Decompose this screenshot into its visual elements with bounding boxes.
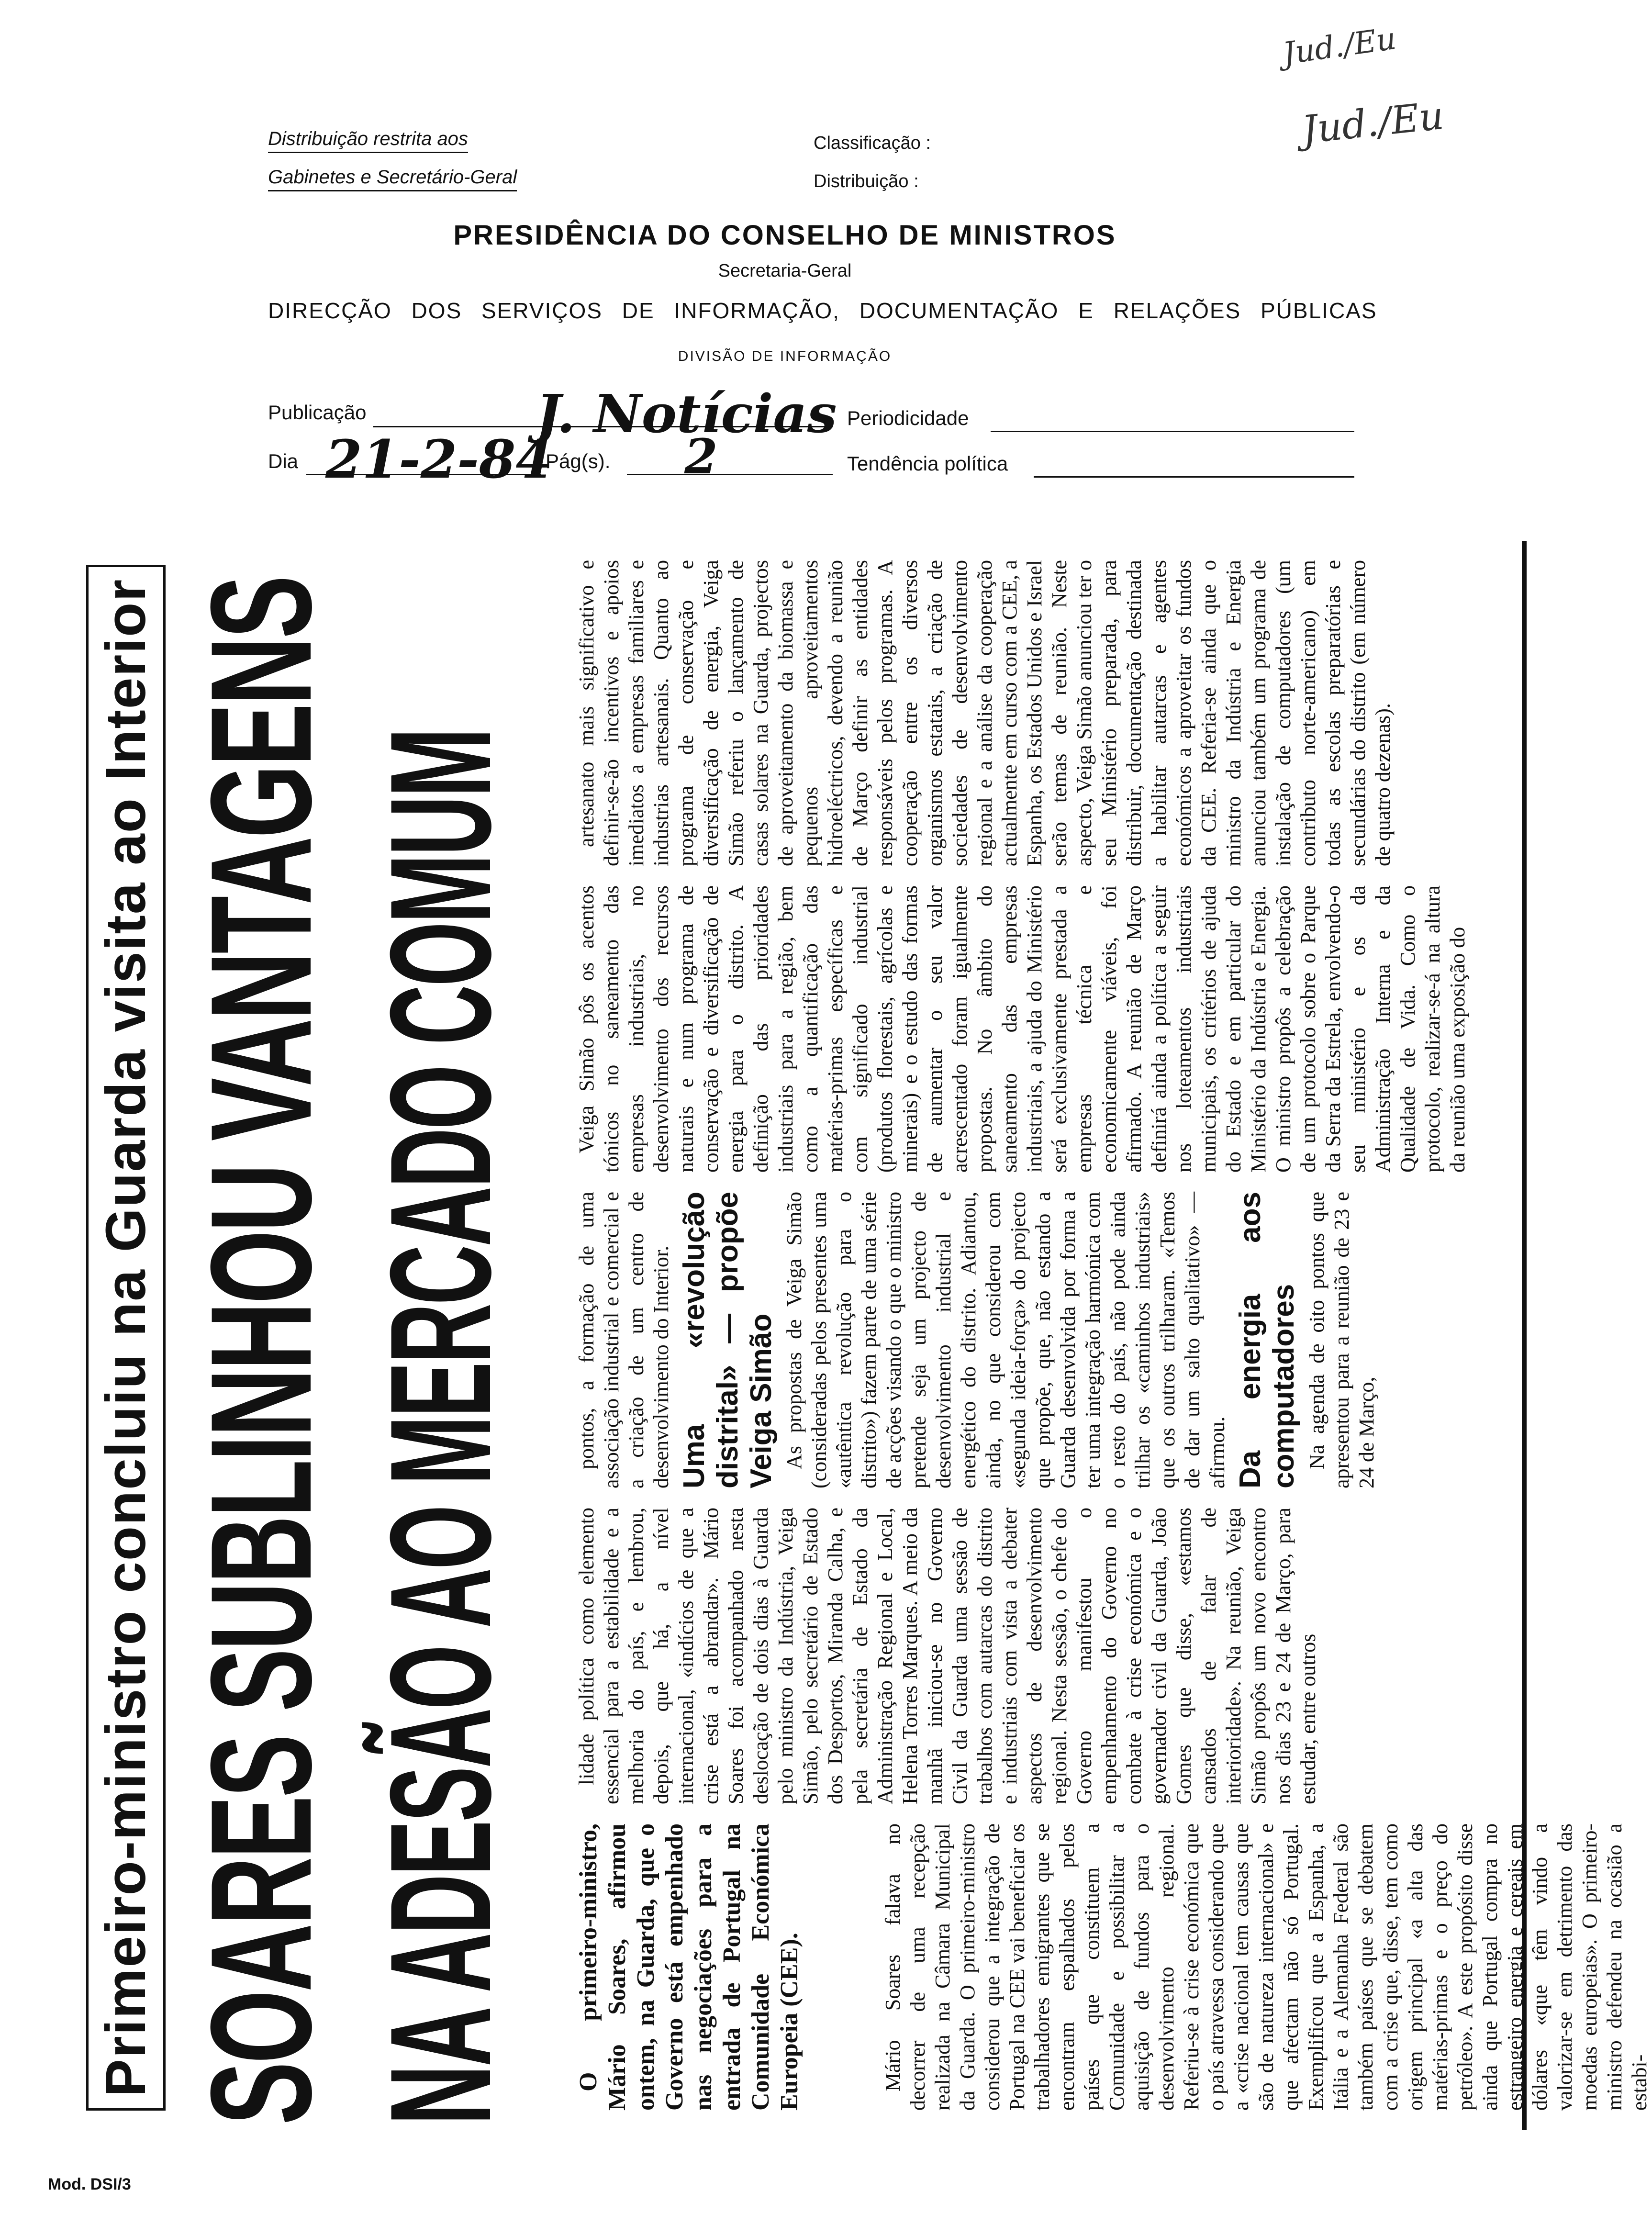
article-kicker: Primeiro-ministro concluiu na Guarda visita ao Interior (86, 565, 166, 2111)
subhead-revolucao: Uma «revolução distrital» — propõe Veiga Simão (678, 1192, 778, 1488)
division-title: DIVISÃO DE INFORMAÇÃO (678, 348, 892, 364)
column-2-text: lidade política como elemento essencial para a estabilidade e a melhoria do país, e lembrou, depois, que há, a nível internacional, «indícios de que a crise está a abrandar». Mário Soares foi acompanhado nesta deslocação de dois dias à Guarda pelo ministro da Indústria, Veiga Simão, pelo secretário de Estado dos Desportos, Miranda Calha, e pela secretária de Estado da Administração Regional e Local, Helena Torres Marques. A meio da manhã iniciou-se no Governo Civil da Guarda uma sessão de trabalhos com autarcas do distrito e industriais com vista a debater aspectos de desenvolvimento regional. Nesta sessão, o chefe do Governo manifestou o empenhamento do Governo no combate à crise económica e o governador civil da Guarda, João Gomes que disse, «estamos cansados de falar de interioridade». Na reunião, Veiga Simão propôs um novo encontro nos dias 23 e 24 de Março, para estudar, entre outros (575, 1508, 1320, 1804)
distribution-label: Distribuição : (814, 171, 919, 191)
column-5-text: artesanato mais significativo e definir-se-ão incentivos e apoios imediatos a empresas familiares e industrias artesanais. Quanto ao programa de conservação e diversificação de energia, Veiga Simão referiu o lançamento de casas solares na Guarda, projectos de aproveitamento da biomassa e pequenos aproveitamentos hidroeléctricos, devendo a reunião de Março definir as entidades responsáveis pelos programas. A cooperação entre os diversos organismos estatais, a criação de sociedades de desenvolvimento regional e a análise da cooperação actualmente em curso com a CEE, a Espanha, os Estados Unidos e Israel serão temas de reunião. Neste aspecto, Veiga Simão anunciou ter o seu Ministério preparada, para distribuir, documentação destinada a habilitar autarcas e agentes económicos a aproveitar os fundos da CEE. Referia-se ainda que o ministro da Indústria e Energia anunciou também um programa de instalação de computadores (um contributo norte-americano) em todas as escolas preparatórias e secundárias do distrito (em número de quatro dezenas). (575, 560, 1395, 866)
restricted-distribution-line2: Gabinetes e Secretário-Geral (268, 167, 517, 191)
publication-label: Publicação (268, 401, 367, 424)
restricted-distribution-line1: Distribuição restrita aos (268, 128, 468, 153)
column-3-text-c: Na agenda de oito pontos que apresentou para a reunião de 23 e 24 de Março, (1305, 1192, 1378, 1488)
tendency-label: Tendência política (847, 452, 1008, 475)
secretariat-title: Secretaria-Geral (718, 261, 852, 281)
article-column-5 (574, 560, 1503, 866)
periodicity-line (991, 431, 1354, 432)
handwritten-note-top: Jud./Eu (1281, 21, 1398, 72)
article-headline-2: NA ADESÃO AO MERCADO COMUM (360, 729, 521, 2125)
article-column-1 (881, 1823, 1651, 2111)
article-column-2 (574, 1508, 1503, 1804)
column-3-text-b: As propostas de Veiga Simão (consideradas pelos presentes uma «autêntica revolução para o distrito») fazem parte de uma série de acções visando o que o ministro pretende seja um projecto de desenvolvimento industrial e energético do distrito. Adiantou, ainda, no que considerou com «segunda ideia-força» do projecto que propõe, que, não estando a Guarda desenvolvida por forma a ter uma integração harmónica com o resto do país, não pode ainda trilhar os «caminhos industriais» que os outros trilharam. «Temos de dar um salto qualitativo» — afirmou. (782, 1192, 1229, 1488)
pages-label: Pág(s). (546, 450, 611, 472)
day-handwritten: 21-2-84 (325, 428, 552, 490)
periodicity-label: Periodicidade (847, 407, 969, 429)
lead-paragraph: O primeiro-ministro, Mário Soares, afirmou ontem, na Guarda, que o Governo está empenhado nas negociações para a entrada de Portugal na Comunidade Económica Europeia (CEE). (575, 1823, 803, 2111)
publication-handwritten: J. Notícias (536, 383, 837, 445)
presidency-title: PRESIDÊNCIA DO CONSELHO DE MINISTROS (453, 220, 1116, 251)
pages-handwritten: 2 (684, 428, 718, 485)
article-headline-1: SOARES SUBLINHOU VANTAGENS (180, 577, 341, 2125)
column-4-text: Veiga Simão pôs os acentos tónicos no saneamento das empresas industriais, no desenvolvimento dos recursos naturais e num programa de conservação e diversificação de energia para o distrito. A definição das prioridades industriais para a região, bem como a quantificação das matérias-primas específicas e com significado industrial (produtos florestais, agrícolas e minerais) e o estudo das formas de aumentar o seu valor acrescentado foram igualmente propostas. No âmbito do saneamento das empresas industriais, a ajuda do Ministério será exclusivamente prestada a empresas técnica e economicamente viáveis, foi afirmado. A reunião de Março definirá ainda a política a seguir nos loteamentos industriais municipais, os critérios de ajuda do Estado e em particular do Ministério da Indústria e Energia. O ministro propôs a celebração de um protocolo sobre o Parque da Serra da Estrela, envolvendo-o seu ministério e os da Administração Interna e da Qualidade de Vida. Como o protocolo, realizar-se-á na altura da reunião uma exposição do (575, 885, 1469, 1173)
subhead-energia: Da energia aos computadores (1234, 1192, 1300, 1488)
article-column-4 (574, 885, 1503, 1173)
directorate-title: DIRECÇÃO DOS SERVIÇOS DE INFORMAÇÃO, DOCUMENTAÇÃO E RELAÇÕES PÚBLICAS (268, 298, 1377, 323)
column-3-text-a: pontos, a formação de uma associação industrial e comercial e a criação de um centro de desenvolvimento do Interior. (575, 1192, 673, 1488)
tendency-line (1034, 476, 1354, 478)
clipping-rotated-content (86, 541, 1651, 2130)
pages-line (627, 474, 833, 475)
article-column-3 (574, 1192, 1503, 1488)
classification-label: Classificação : (814, 133, 931, 153)
newspaper-clipping (86, 541, 1651, 2130)
article-lead (574, 1823, 871, 2111)
handwritten-note-bottom: Jud./Eu (1299, 93, 1446, 153)
column-1-text: Mário Soares falava no decorrer de uma recepção realizada na Câmara Municipal da Guarda. O primeiro-ministro considerou que a integração de Portugal na CEE vai beneficiar os trabalhadores emigrantes que se encontram espalhados pelos países que constituem a Comunidade e possibilitar a aquisição de fundos para o desenvolvimento regional. Referiu-se à crise económica que o país atravessa considerando que a «crise nacional tem causas que são de natureza internacional» e que afectam não só Portugal. Exemplificou que a Espanha, a Itália e a Alemanha Federal são também países que se debatem com a crise que, disse, tem como origem principal «a alta das matérias-primas e o preço do petróleo». A este propósito disse ainda que Portugal compra no estrangeiro energia e cereais em dólares «que têm vindo a valorizar-se em detrimento das moedas europeias». O primeiro-ministro defendeu na ocasião a estabi- (881, 1823, 1651, 2111)
form-code: Mod. DSI/3 (48, 2175, 131, 2193)
day-label: Dia (268, 450, 299, 472)
